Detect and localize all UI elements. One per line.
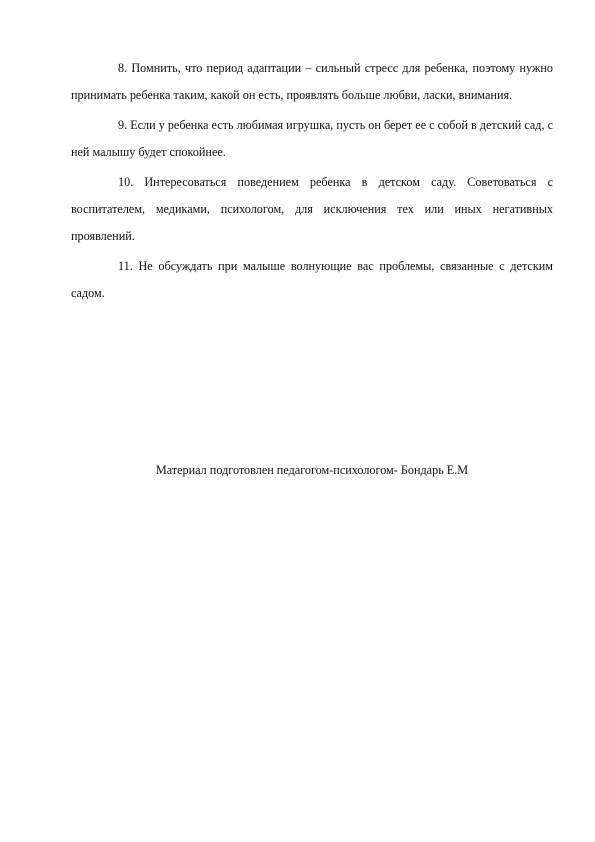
recommendation-10: 10. Интересоваться поведением ребенка в детском саду. Советоваться с воспитателем, медиками, психологом, для исключения тех или иных негативных проявлений. — [71, 175, 553, 243]
recommendations-list — [71, 55, 553, 310]
author-signature: Материал подготовлен педагогом-психологом- Бондарь Е.М — [155, 463, 469, 477]
recommendation-9: 9. Если у ребенка есть любимая игрушка, пусть он берет ее с собой в детский сад, с ней малышу будет спокойнее. — [71, 118, 553, 159]
recommendation-11: 11. Не обсуждать при малыше волнующие вас проблемы, связанные с детским садом. — [71, 259, 553, 300]
recommendation-8: 8. Помнить, что период адаптации – сильный стресс для ребенка, поэтому нужно принимать ребенка таким, какой он есть, проявлять больше любви, ласки, внимания. — [71, 61, 553, 102]
